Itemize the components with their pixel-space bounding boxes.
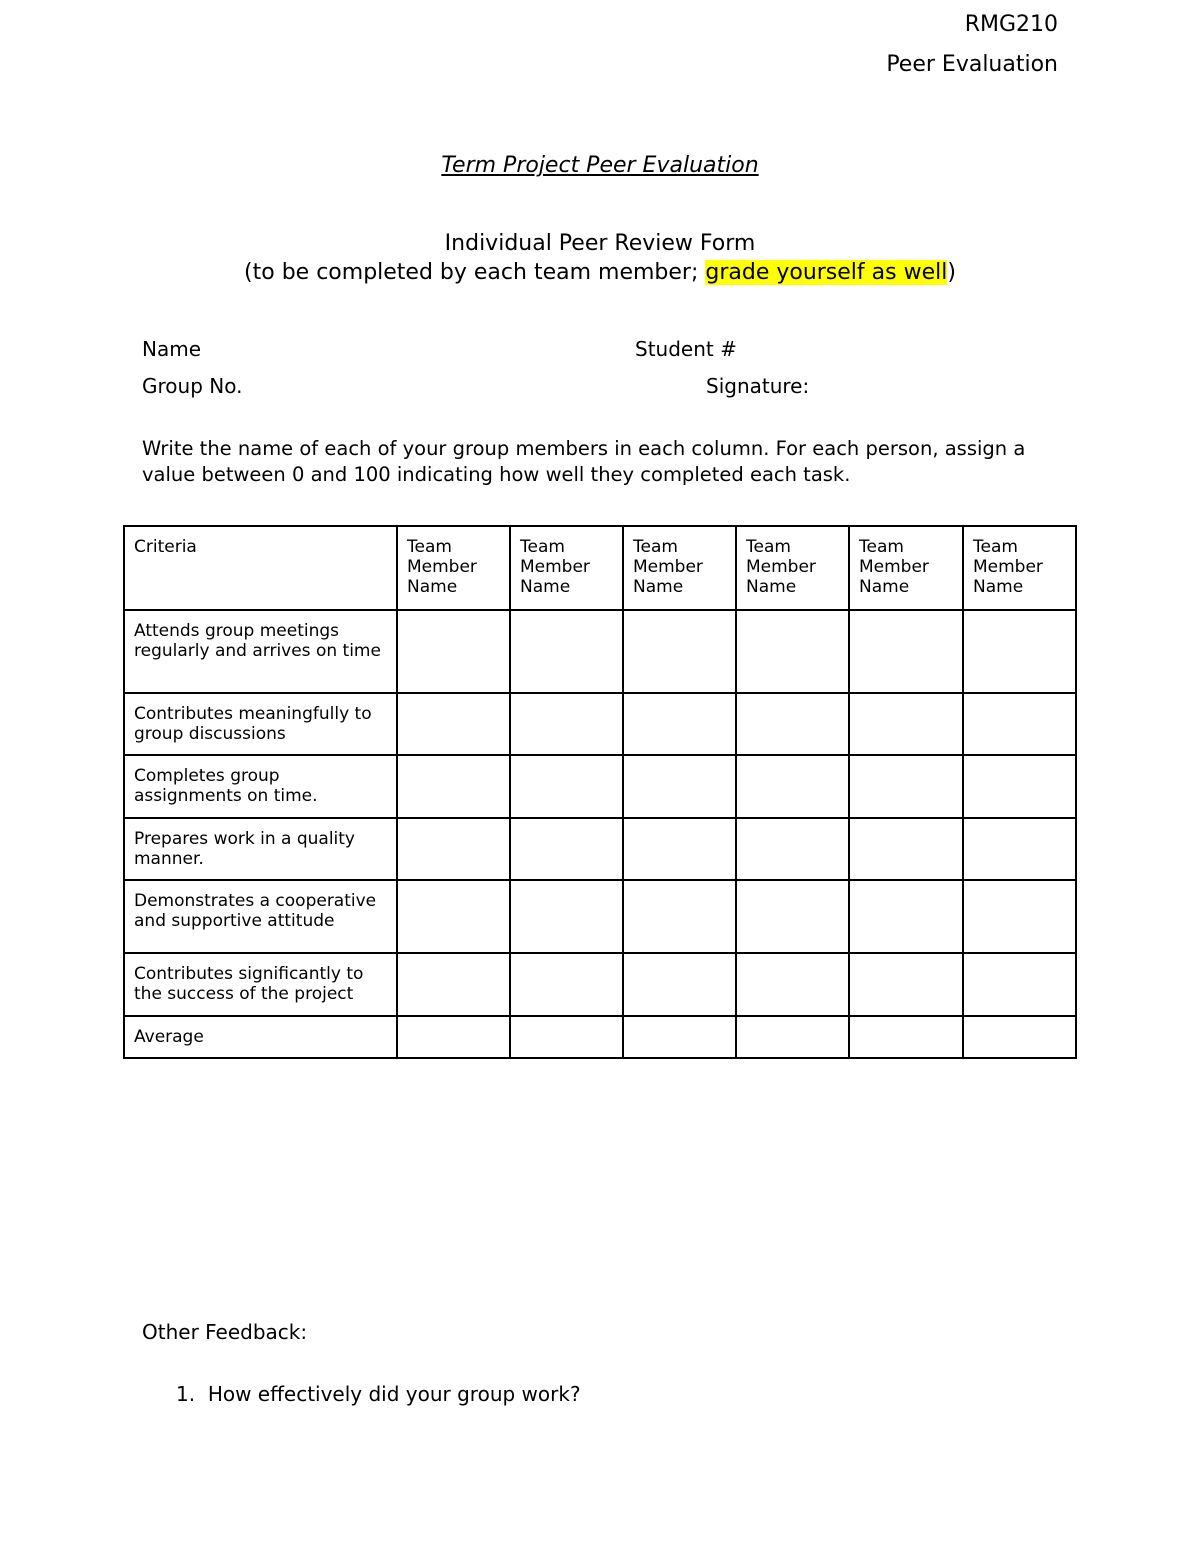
header-subtitle: Peer Evaluation — [886, 52, 1058, 77]
score-cell[interactable] — [397, 953, 510, 1016]
table-row — [124, 818, 1076, 880]
score-cell[interactable] — [963, 755, 1076, 818]
criteria-cell: Average — [124, 1016, 397, 1058]
score-cell[interactable] — [849, 610, 963, 693]
table-row — [124, 693, 1076, 755]
form-instruction-line — [0, 260, 1200, 285]
score-cell[interactable] — [736, 953, 849, 1016]
score-cell[interactable] — [736, 818, 849, 880]
table-row — [124, 755, 1076, 818]
member-header[interactable]: Team Member Name — [963, 526, 1076, 610]
instruction-before: (to be completed by each team member; — [244, 260, 706, 285]
table-row — [124, 880, 1076, 953]
score-cell[interactable] — [510, 693, 623, 755]
score-cell[interactable] — [963, 610, 1076, 693]
score-cell[interactable] — [510, 818, 623, 880]
score-cell[interactable] — [510, 755, 623, 818]
criteria-header: Criteria — [124, 526, 397, 610]
question-text: How effectively did your group work? — [207, 1382, 581, 1406]
score-cell[interactable] — [397, 880, 510, 953]
score-cell[interactable] — [397, 610, 510, 693]
score-cell[interactable] — [397, 1016, 510, 1058]
signature-label: Signature: — [706, 374, 810, 398]
score-cell[interactable] — [510, 880, 623, 953]
criteria-cell: Demonstrates a cooperative and supportive attitude — [124, 880, 397, 953]
instruction-after: ) — [947, 260, 956, 285]
score-cell[interactable] — [963, 818, 1076, 880]
score-cell[interactable] — [849, 1016, 963, 1058]
score-cell[interactable] — [849, 880, 963, 953]
criteria-cell: Contributes meaningfully to group discussions — [124, 693, 397, 755]
score-cell[interactable] — [623, 818, 736, 880]
course-code: RMG210 — [964, 12, 1058, 37]
other-feedback-label: Other Feedback: — [142, 1320, 308, 1344]
member-header[interactable]: Team Member Name — [397, 526, 510, 610]
score-cell[interactable] — [963, 880, 1076, 953]
score-cell[interactable] — [623, 953, 736, 1016]
score-cell[interactable] — [397, 818, 510, 880]
score-cell[interactable] — [510, 610, 623, 693]
member-header[interactable]: Team Member Name — [510, 526, 623, 610]
table-row — [124, 953, 1076, 1016]
score-cell[interactable] — [963, 953, 1076, 1016]
score-cell[interactable] — [849, 953, 963, 1016]
score-cell[interactable] — [510, 1016, 623, 1058]
score-cell[interactable] — [623, 610, 736, 693]
score-cell[interactable] — [849, 755, 963, 818]
feedback-question-1 — [176, 1382, 581, 1406]
score-cell[interactable] — [623, 693, 736, 755]
peer-evaluation-table — [123, 525, 1077, 1059]
member-header[interactable]: Team Member Name — [736, 526, 849, 610]
score-cell[interactable] — [623, 1016, 736, 1058]
score-cell[interactable] — [849, 693, 963, 755]
score-cell[interactable] — [397, 693, 510, 755]
score-cell[interactable] — [397, 755, 510, 818]
score-cell[interactable] — [736, 610, 849, 693]
table-header-row — [124, 526, 1076, 610]
score-cell[interactable] — [510, 953, 623, 1016]
member-header[interactable]: Team Member Name — [849, 526, 963, 610]
criteria-cell: Completes group assignments on time. — [124, 755, 397, 818]
criteria-cell: Contributes significantly to the success of the project — [124, 953, 397, 1016]
instructions: Write the name of each of your group members in each column. For each person, assign a value between 0 and 100 indicating how well they completed each task. — [142, 437, 1026, 486]
score-cell[interactable] — [849, 818, 963, 880]
score-cell[interactable] — [963, 693, 1076, 755]
group-number-label: Group No. — [142, 374, 243, 398]
score-cell[interactable] — [963, 1016, 1076, 1058]
score-cell[interactable] — [623, 880, 736, 953]
score-cell[interactable] — [736, 755, 849, 818]
score-cell[interactable] — [736, 1016, 849, 1058]
table-row — [124, 610, 1076, 693]
criteria-cell: Attends group meetings regularly and arrives on time — [124, 610, 397, 693]
score-cell[interactable] — [623, 755, 736, 818]
question-number: 1. — [176, 1382, 196, 1406]
name-field-label: Name — [142, 337, 202, 361]
student-number-label: Student # — [635, 337, 737, 361]
score-cell[interactable] — [736, 693, 849, 755]
form-title: Individual Peer Review Form — [444, 231, 756, 256]
criteria-cell: Prepares work in a quality manner. — [124, 818, 397, 880]
instruction-highlight: grade yourself as well — [705, 260, 948, 285]
score-cell[interactable] — [736, 880, 849, 953]
table-row-average — [124, 1016, 1076, 1058]
member-header[interactable]: Team Member Name — [623, 526, 736, 610]
page-title: Term Project Peer Evaluation — [441, 153, 759, 178]
